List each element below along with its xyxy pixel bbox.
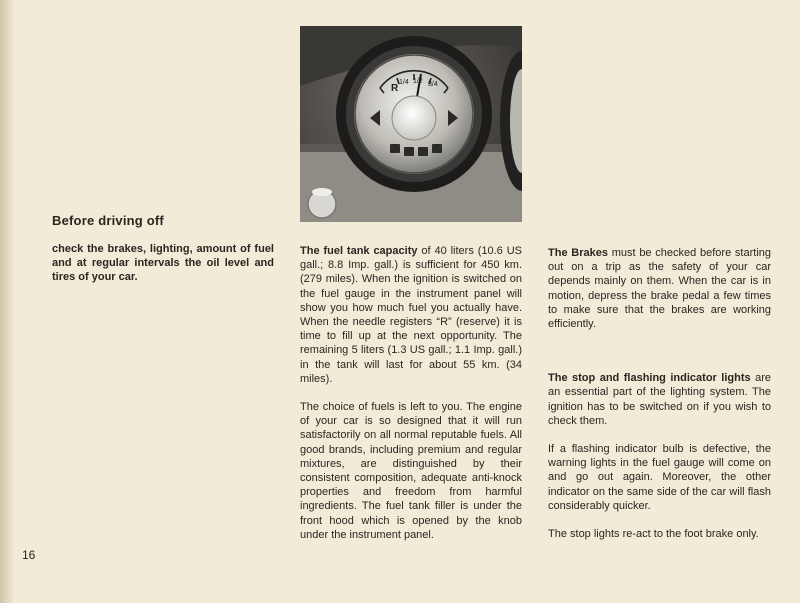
fuel-tank-text: of 40 liters (10.6 US gall.; 8.8 Imp. gall.) is sufficient for 450 km. (279 miles). When the ignition is switched on the fuel gauge in the instrument panel will show you how much fuel you actually have. When the needle registers “R” (reserve) it is time to fill up at the next opportunity. The remaining 5 liters (1.3 US gall.; 1.1 Imp. gall.) in the tank will last for about 55 km. (34 miles).: [300, 245, 522, 385]
brakes-text: must be checked before starting out on a trip as the safety of your car depends mainly on them. When the car is in motion, depress the brake pedal a few times to make sure that the brakes are working efficiently.: [548, 247, 771, 331]
section-heading: Before driving off: [52, 213, 164, 228]
intro-paragraph: check the brakes, lighting, amount of fuel and at regular intervals the oil level and tires of your car.: [52, 243, 274, 284]
lights-lead: The stop and flashing indicator lights: [548, 372, 751, 385]
right-column: [548, 246, 771, 541]
fuel-tank-paragraph: [300, 244, 522, 386]
fuel-choice-paragraph: The choice of fuels is left to you. The engine of your car is so designed that it will run satisfactorily on all normal reputable fuels. All good brands, including premium and regular mixtures, are distinguished by their consistent composition, adequate anti-knock properties and freedom from harmful ingredients. The fuel tank filler is under the front hood which is opened by the knob under the instrument panel.: [300, 401, 522, 541]
intro-text: [52, 242, 274, 285]
brakes-paragraph: [548, 246, 771, 331]
page-binding-shadow: [0, 0, 14, 603]
fuel-tank-lead: The fuel tank capacity: [300, 245, 418, 257]
brakes-lead: The Brakes: [548, 247, 608, 259]
gauge-label-reserve: R: [391, 83, 399, 94]
lights-paragraph: [548, 371, 771, 428]
middle-column: [300, 244, 522, 542]
page-number: 16: [22, 548, 36, 562]
indicator-bulb-paragraph: If a flashing indicator bulb is defective, the warning lights in the fuel gauge will come on and go out again. Moreover, the other indicator on the same side of the car will flash considerably quicker.: [548, 443, 771, 512]
gauge-label-three-quarter: 3/4: [428, 81, 438, 88]
gauge-label-half: 1/2: [413, 78, 423, 85]
lights-text: are an essential part of the lighting system. The ignition has to be switched on if you wish to check them.: [548, 372, 771, 427]
gauge-label-quarter: 1/4: [399, 79, 409, 86]
fuel-gauge-photo: [300, 26, 522, 222]
stop-lights-paragraph: The stop lights re-act to the foot brake only.: [548, 528, 759, 541]
